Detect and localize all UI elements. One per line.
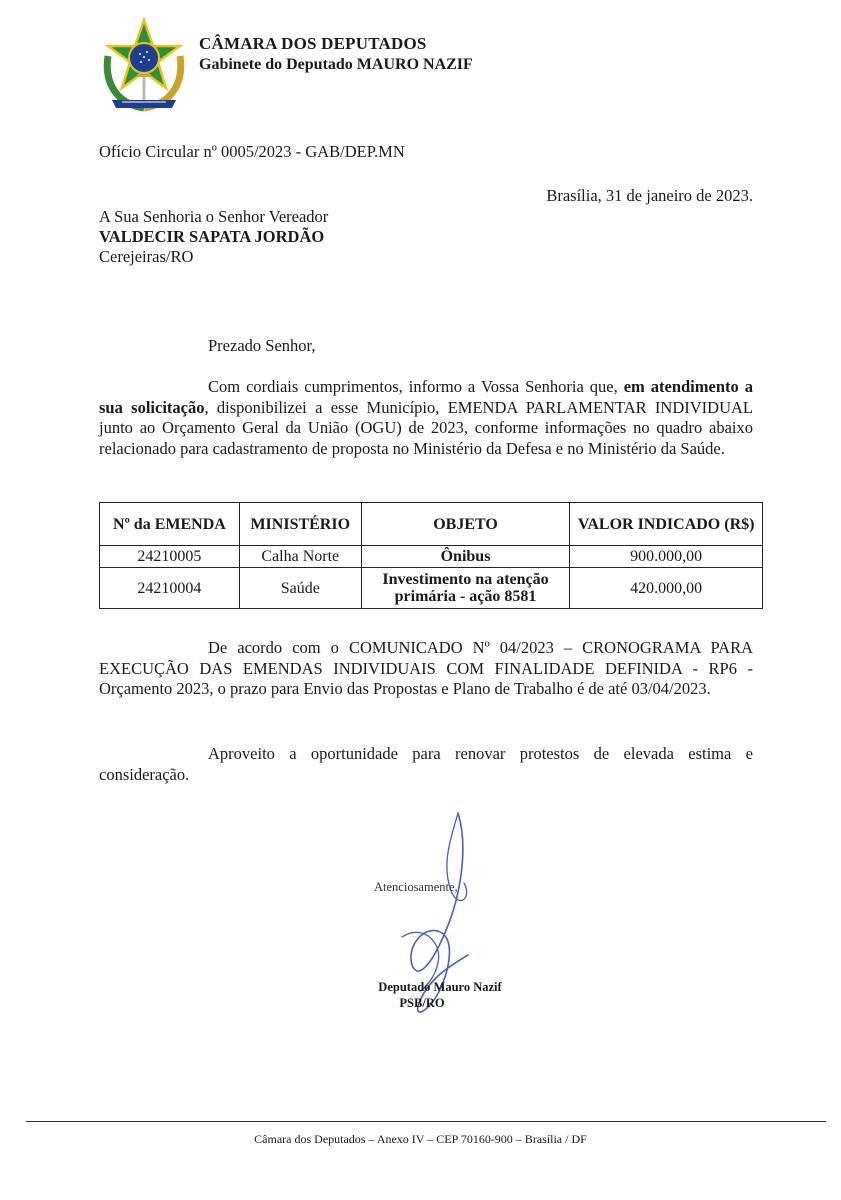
greeting: Prezado Senhor,: [208, 336, 316, 355]
paragraph-intro-end: , disponibilizei a esse Município, EMENDA PARLAMENTAR INDIVIDUAL junto ao Orçamento Geral da União (OGU) de 2023, conforme informações no quadro abaixo relacionado para cadastramento de proposta no Ministério da Defesa e no Ministério da Saúde.: [99, 397, 753, 458]
cell-emenda: 24210004: [100, 568, 240, 609]
footer-address: Câmara dos Deputados – Anexo IV – CEP 70160-900 – Brasília / DF: [254, 1132, 587, 1146]
table-row: [100, 568, 763, 609]
table-header-row: [100, 503, 763, 546]
cell-emenda: 24210005: [100, 546, 240, 568]
cell-objeto: Investimento na atenção primária - ação 8581: [361, 568, 570, 609]
header-subtitle: Gabinete do Deputado MAURO NAZIF: [199, 56, 473, 73]
signatory-name: Deputado Mauro Nazif: [378, 980, 502, 994]
addressee-block: [99, 207, 328, 267]
header-objeto: OBJETO: [361, 503, 570, 546]
header-ministerio: MINISTÉRIO: [239, 503, 361, 546]
cell-ministerio: Calha Norte: [239, 546, 361, 568]
cell-ministerio: Saúde: [239, 568, 361, 609]
addressee-line: A Sua Senhoria o Senhor Vereador: [99, 207, 329, 226]
coat-of-arms-emblem: [98, 16, 190, 114]
addressee-city: Cerejeiras/RO: [99, 247, 194, 266]
signatory-party: PSB/RO: [399, 996, 445, 1010]
paragraph-intro-start: Com cordiais cumprimentos, informo a Vossa Senhoria que,: [208, 377, 624, 396]
header-emenda: Nº da EMENDA: [100, 503, 240, 546]
paragraph-deadline: De acordo com o COMUNICADO Nº 04/2023 – CRONOGRAMA PARA EXECUÇÃO DAS EMENDAS INDIVIDUAIS COM FINALIDADE DEFINIDA - RP6 - Orçamento 2023, o prazo para Envio das Propostas e Plano de Trabalho é de até 03/04/2023.: [99, 638, 753, 698]
paragraph-intro: [99, 377, 753, 459]
cell-objeto: Ônibus: [361, 546, 570, 568]
document-date: Brasília, 31 de janeiro de 2023.: [546, 186, 753, 205]
document-reference: Ofício Circular nº 0005/2023 - GAB/DEP.MN: [99, 142, 405, 161]
amendments-table: [99, 502, 763, 609]
addressee-name: VALDECIR SAPATA JORDÃO: [99, 227, 325, 246]
header-title: CÂMARA DOS DEPUTADOS: [199, 34, 427, 53]
closing-salutation: Atenciosamente,: [374, 880, 458, 894]
header-valor: VALOR INDICADO (R$): [570, 503, 763, 546]
cell-valor: 900.000,00: [570, 546, 763, 568]
table-row: [100, 546, 763, 568]
footer-divider: [26, 1121, 826, 1122]
paragraph-closing: Aproveito a oportunidade para renovar protestos de elevada estima e consideração.: [99, 744, 753, 784]
cell-valor: 420.000,00: [570, 568, 763, 609]
paragraph-intro-bold: em atendimento a sua solicitação: [99, 377, 753, 417]
